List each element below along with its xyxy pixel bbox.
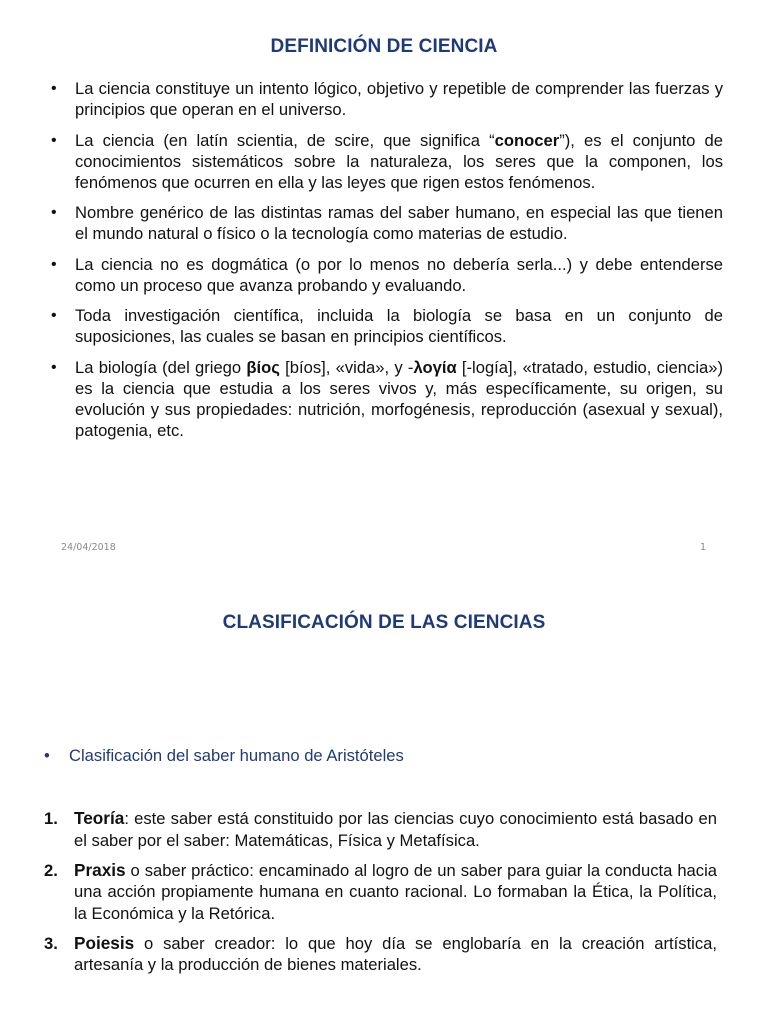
bullet-icon: •: [51, 131, 57, 149]
bullet-text: Nombre genérico de las distintas ramas del saber humano, en especial las que tienen el mundo natural o físico o la tecnología como materias de estudio.: [75, 203, 723, 243]
item-number: 1.: [44, 809, 58, 828]
bullet-text: La ciencia constituye un intento lógico, objetivo y repetible de comprender las fuerzas y principios que operan en el universo.: [75, 79, 723, 119]
item-number: 3.: [44, 933, 58, 953]
bullet-text-bold: βίος: [246, 357, 280, 377]
item-term: Teoría: [74, 808, 125, 828]
item-text: : este saber está constituido por las ciencias cuyo conocimiento está basado en el saber por el saber: Matemáticas, Física y Metafísica.: [74, 809, 717, 850]
list-item: [44, 860, 717, 925]
item-term: Praxis: [74, 859, 126, 880]
numbered-list: [44, 808, 717, 984]
item-text: o saber práctico: encaminado al logro de un saber para guiar la conducta hacia una acción propiamente humana en cuanto racional. Lo formaban la Ética, la Política, la Económica y la Retórica.: [74, 860, 717, 923]
list-item: [48, 78, 723, 120]
bullet-icon: •: [51, 80, 57, 97]
bullet-text-pre: La biología (del griego: [75, 357, 247, 377]
slide-title: CLASIFICACIÓN DE LAS CIENCIAS: [222, 612, 546, 633]
bullet-text-post: ”), es el conjunto de conocimientos sistemáticos sobre la naturaleza, los seres que la componen, los fenómenos que ocurren en ella y las leyes que rigen estos fenómenos.: [75, 130, 723, 192]
list-item: [48, 305, 723, 347]
item-text: o saber creador: lo que hoy día se englobaría en la creación artística, artesanía y la producción de bienes materiales.: [74, 933, 717, 974]
bullet-text: Toda investigación científica, incluida la biología se basa en un conjunto de suposiciones, las cuales se basan en principios científicos.: [75, 306, 723, 346]
list-item: [48, 202, 723, 244]
bullet-text-post: [-logía], «tratado, estudio, ciencia») es la ciencia que estudia a los seres vivos y, más específicamente, su origen, su evolución y sus propiedades: nutrición, morfogénesis, reproducción (asexual y sexual), patogenia, etc.: [75, 357, 724, 440]
bullet-icon: •: [51, 358, 57, 376]
bullet-list: [48, 78, 723, 450]
subtitle-bullet: [44, 746, 404, 766]
slide-clasificacion: [0, 572, 768, 1024]
subtitle-bullet-text: Clasificación del saber humano de Aristóteles: [69, 746, 404, 765]
bullet-icon: •: [51, 255, 57, 273]
list-item: [48, 130, 723, 193]
bullet-text-bold-2: λογία: [413, 357, 457, 377]
item-number: 2.: [44, 860, 58, 880]
bullet-text-mid: [bíos], «vida», y -: [279, 357, 414, 377]
slide-number: 1: [700, 542, 707, 553]
slide-date: 24/04/2018: [61, 542, 116, 553]
bullet-icon: •: [51, 307, 57, 324]
bullet-text-pre: La ciencia (en latín scientia, de scire, que significa “: [75, 130, 495, 150]
list-item: [48, 357, 723, 441]
list-item: [44, 808, 717, 851]
bullet-icon: •: [44, 746, 50, 765]
list-item: [44, 933, 717, 976]
bullet-icon: •: [51, 204, 57, 221]
bullet-text-bold: conocer: [494, 130, 560, 150]
slide-title: DEFINICIÓN DE CIENCIA: [270, 36, 498, 57]
item-term: Poiesis: [74, 932, 135, 953]
bullet-text: La ciencia no es dogmática (o por lo menos no debería serla...) y debe entenderse como un proceso que avanza probando y evaluando.: [75, 254, 723, 295]
list-item: [48, 254, 723, 296]
